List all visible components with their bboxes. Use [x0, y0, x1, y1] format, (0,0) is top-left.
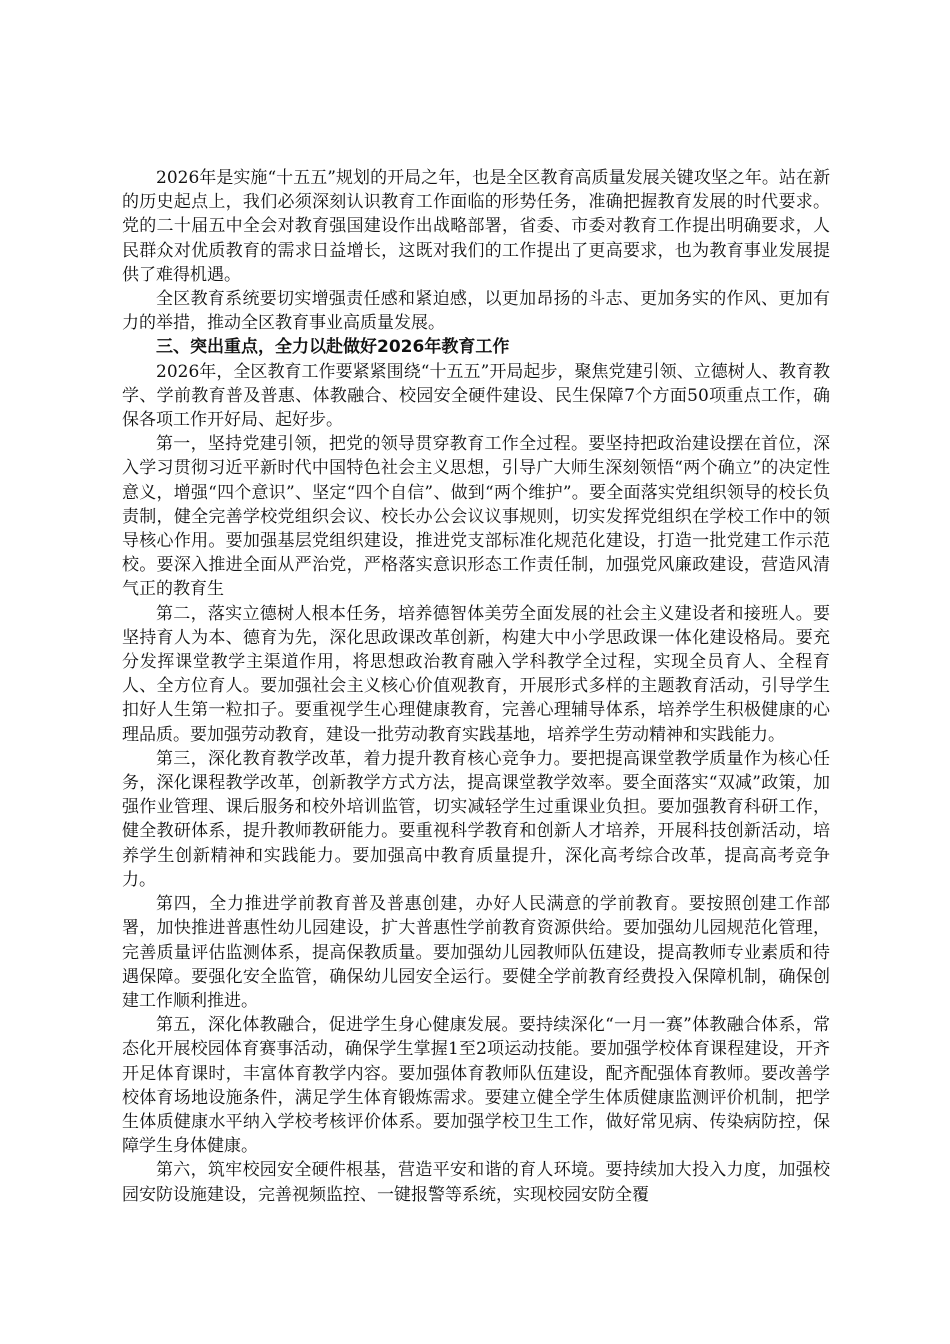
- paragraph-intro: 2026年是实施“十五五”规划的开局之年，也是全区教育高质量发展关键攻坚之年。站在新的历史起点上，我们必须深刻认识教育工作面临的形势任务，准确把握教育发展的时代要求。党的二十届五中全会对教育强国建设作出战略部署，省委、市委对教育工作提出明确要求，人民群众对优质教育的需求日益增长，这既对我们的工作提出了更高要求，也为教育事业发展提供了难得机遇。: [122, 168, 830, 285]
- section-heading: 三、突出重点，全力以赴做好2026年教育工作: [156, 337, 510, 358]
- paragraph-third: 第三，深化教育教学改革，着力提升教育核心竞争力。要把提高课堂教学质量作为核心任务，深化课程教学改革，创新教学方式方法，提高课堂教学效率。要全面落实“双减”政策，加强作业管理、课后服务和校外培训监管，切实减轻学生过重课业负担。要加强教育科研工作，健全教研体系，提升教师教研能力。要重视科学教育和创新人才培养，开展科技创新活动，培养学生创新精神和实践能力。要加强高中教育质量提升，深化高考综合改革，提高高考竞争力。: [122, 748, 830, 890]
- paragraph-overview: 2026年，全区教育工作要紧紧围绕“十五五”开局起步，聚焦党建引领、立德树人、教育教学、学前教育普及普惠、体教融合、校园安全硬件建设、民生保障7个方面50项重点工作，确保各项工作开好局、起好步。: [122, 361, 830, 431]
- paragraph-responsibility: 全区教育系统要切实增强责任感和紧迫感，以更加昂扬的斗志、更加务实的作风、更加有力的举措，推动全区教育事业高质量发展。: [122, 289, 830, 334]
- paragraph-sixth: 第六，筑牢校园安全硬件根基，营造平安和谐的育人环境。要持续加大投入力度，加强校园安防设施建设，完善视频监控、一键报警等系统，实现校园安防全覆: [122, 1160, 830, 1205]
- paragraph-first: 第一，坚持党建引领，把党的领导贯穿教育工作全过程。要坚持把政治建设摆在首位，深入学习贯彻习近平新时代中国特色社会主义思想，引导广大师生深刻领悟“两个确立”的决定性意义，增强“四个意识”、坚定“四个自信”、做到“两个维护”。要全面落实党组织领导的校长负责制，健全完善学校党组织会议、校长办公会议议事规则，切实发挥党组织在学校工作中的领导核心作用。要加强基层党组织建设，推进党支部标准化规范化建设，打造一批党建工作示范校。要深入推进全面从严治党，严格落实意识形态工作责任制，加强党风廉政建设，营造风清气正的教育生: [122, 434, 830, 600]
- paragraph-second: 第二，落实立德树人根本任务，培养德智体美劳全面发展的社会主义建设者和接班人。要坚持育人为本、德育为先，深化思政课改革创新，构建大中小学思政课一体化建设格局。要充分发挥课堂教学主渠道作用，将思想政治教育融入学科教学全过程，实现全员育人、全程育人、全方位育人。要加强社会主义核心价值观教育，开展形式多样的主题教育活动，引导学生扣好人生第一粒扣子。要重视学生心理健康教育，完善心理辅导体系，培养学生积极健康的心理品质。要加强劳动教育，建设一批劳动教育实践基地，培养学生劳动精神和实践能力。: [122, 603, 830, 745]
- document-body: [122, 166, 830, 1207]
- paragraph-fourth: 第四，全力推进学前教育普及普惠创建，办好人民满意的学前教育。要按照创建工作部署，加快推进普惠性幼儿园建设，扩大普惠性学前教育资源供给。要加强幼儿园规范化管理，完善质量评估监测体系，提高保教质量。要加强幼儿园教师队伍建设，提高教师专业素质和待遇保障。要强化安全监管，确保幼儿园安全运行。要健全学前教育经费投入保障机制，确保创建工作顺利推进。: [122, 894, 830, 1011]
- paragraph-fifth: 第五，深化体教融合，促进学生身心健康发展。要持续深化“一月一赛”体教融合体系，常态化开展校园体育赛事活动，确保学生掌握1至2项运动技能。要加强学校体育课程建设，开齐开足体育课时，丰富体育教学内容。要加强体育教师队伍建设，配齐配强体育教师。要改善学校体育场地设施条件，满足学生体育锻炼需求。要建立健全学生体质健康监测评价机制，把学生体质健康水平纳入学校考核评价体系。要加强学校卫生工作，做好常见病、传染病防控，保障学生身体健康。: [122, 1015, 830, 1157]
